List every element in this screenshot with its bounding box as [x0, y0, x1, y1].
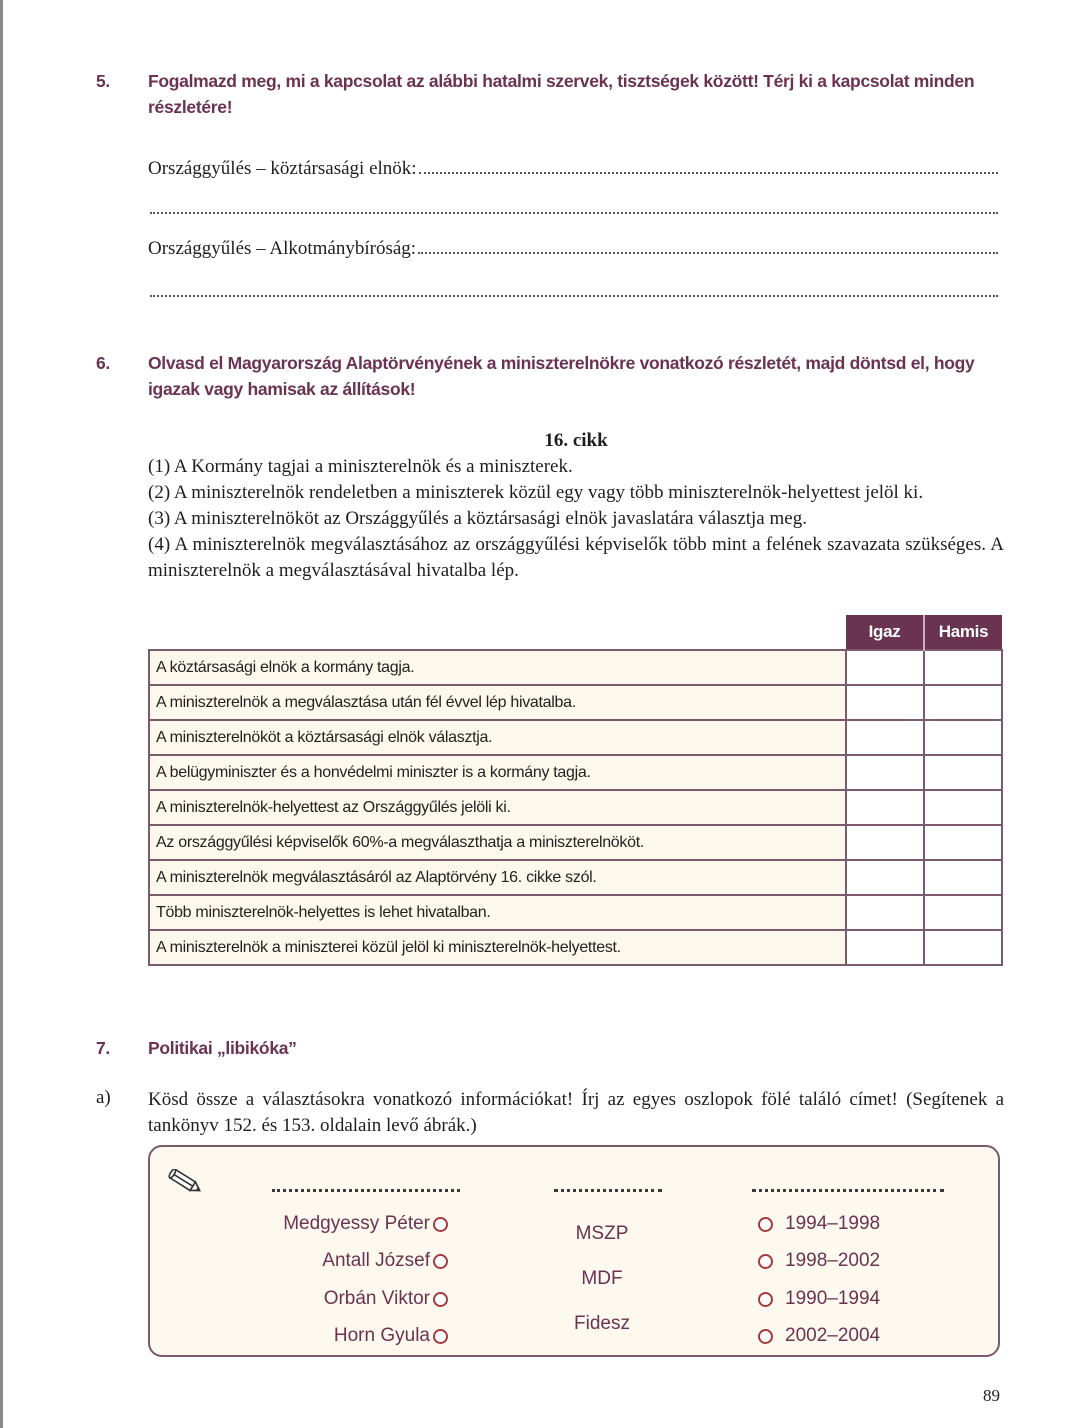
- table-row: [149, 685, 1002, 720]
- statement-cell: A köztársasági elnök a kormány tagja.: [149, 650, 846, 685]
- name-label: Antall József: [322, 1250, 430, 1271]
- header-false: Hamis: [924, 615, 1002, 650]
- task-7-heading: [96, 1035, 1006, 1061]
- answer-cell-false[interactable]: [924, 860, 1002, 895]
- answer-cell-true[interactable]: [846, 860, 924, 895]
- answer-line[interactable]: [148, 195, 998, 219]
- statement-cell: A belügyminiszter és a honvédelmi miniszter is a kormány tagja.: [149, 755, 846, 790]
- answer-line-label: Országgyűlés – Alkotmánybíróság:: [148, 238, 417, 259]
- article-paragraph: (3) A miniszterelnököt az Országgyűlés a köztársasági elnök javaslatára választja meg.: [148, 508, 807, 529]
- answer-cell-false[interactable]: [924, 685, 1002, 720]
- name-item: [324, 1288, 448, 1310]
- name-item: [322, 1250, 448, 1272]
- statement-cell: A miniszterelnök a megválasztása után fél évvel lép hivatalba.: [149, 685, 846, 720]
- connector-circle[interactable]: [433, 1329, 448, 1344]
- statement-cell: A miniszterelnök-helyettest az Országgyűlés jelöli ki.: [149, 790, 846, 825]
- party-label: MDF: [581, 1268, 623, 1289]
- connector-circle[interactable]: [758, 1217, 773, 1232]
- answer-cell-false[interactable]: [924, 790, 1002, 825]
- column-title-blank[interactable]: [752, 1183, 944, 1192]
- task-5-heading: [96, 68, 1006, 120]
- pencil-icon: [166, 1169, 206, 1195]
- party-label: Fidesz: [574, 1313, 630, 1334]
- article-paragraph: (4) A miniszterelnök megválasztásához az országgyűlési képviselők több mint a felének szavazata szükséges. A miniszterelnök a megválasztásával hivatalba lép.: [148, 534, 1004, 581]
- column-title-blank[interactable]: [272, 1183, 460, 1192]
- year-label: 1990–1994: [785, 1288, 881, 1309]
- table-row: [149, 755, 1002, 790]
- answer-cell-true[interactable]: [846, 790, 924, 825]
- answer-cell-true[interactable]: [846, 755, 924, 790]
- connector-circle[interactable]: [433, 1217, 448, 1232]
- year-label: 1998–2002: [785, 1250, 881, 1271]
- answer-cell-false[interactable]: [924, 755, 1002, 790]
- party-label: MSZP: [575, 1223, 629, 1244]
- answer-cell-true[interactable]: [846, 650, 924, 685]
- answer-line[interactable]: [148, 155, 998, 179]
- answer-line[interactable]: [148, 278, 998, 302]
- answer-cell-true[interactable]: [846, 895, 924, 930]
- year-item: [758, 1250, 880, 1272]
- statement-cell: Több miniszterelnök-helyettes is lehet hivatalban.: [149, 895, 846, 930]
- table-row: [149, 790, 1002, 825]
- answer-cell-true[interactable]: [846, 685, 924, 720]
- year-label: 2002–2004: [785, 1325, 881, 1346]
- task-text: Fogalmazd meg, mi a kapcsolat az alábbi hatalmi szervek, tisztségek között! Térj ki a kapcsolat minden részletére!: [148, 71, 975, 117]
- answer-cell-false[interactable]: [924, 650, 1002, 685]
- table-row: [149, 825, 1002, 860]
- answer-cell-true[interactable]: [846, 825, 924, 860]
- name-label: Orbán Viktor: [323, 1288, 430, 1309]
- statement-cell: Az országgyűlési képviselők 60%-a megválaszthatja a miniszterelnököt.: [149, 825, 846, 860]
- answer-cell-false[interactable]: [924, 930, 1002, 965]
- answer-cell-false[interactable]: [924, 895, 1002, 930]
- header-true: Igaz: [846, 615, 924, 650]
- connector-circle[interactable]: [758, 1254, 773, 1269]
- page-number: 89: [983, 1386, 1000, 1405]
- answer-cell-false[interactable]: [924, 825, 1002, 860]
- table-row: [149, 720, 1002, 755]
- connector-circle[interactable]: [433, 1292, 448, 1307]
- connector-circle[interactable]: [758, 1292, 773, 1307]
- name-item: [283, 1213, 448, 1235]
- task-text: Politikai „libikóka”: [148, 1038, 297, 1058]
- statement-cell: A miniszterelnök megválasztásáról az Alaptörvény 16. cikke szól.: [149, 860, 846, 895]
- year-item: [758, 1213, 880, 1235]
- table-row: [149, 930, 1002, 965]
- answer-cell-true[interactable]: [846, 930, 924, 965]
- name-label: Horn Gyula: [333, 1325, 430, 1346]
- connector-circle[interactable]: [758, 1329, 773, 1344]
- subtask-label: a): [96, 1087, 111, 1108]
- table-row: [149, 860, 1002, 895]
- column-title-blank[interactable]: [554, 1183, 662, 1192]
- answer-cell-true[interactable]: [846, 720, 924, 755]
- matching-box: [148, 1145, 1000, 1357]
- task-number: 7.: [96, 1038, 110, 1058]
- name-label: Medgyessy Péter: [283, 1213, 430, 1234]
- task-6-heading: [96, 350, 1006, 402]
- page-edge: [0, 0, 3, 1428]
- answer-cell-false[interactable]: [924, 720, 1002, 755]
- article-title: 16. cikk: [544, 430, 608, 451]
- year-item: [758, 1325, 880, 1347]
- connector-circle[interactable]: [433, 1254, 448, 1269]
- article-paragraph: (1) A Kormány tagjai a miniszterelnök és a miniszterek.: [148, 456, 573, 477]
- answer-line[interactable]: [148, 235, 998, 259]
- article-paragraph: (2) A miniszterelnök rendeletben a miniszterek közül egy vagy több miniszterelnök-helyettest jelöl ki.: [148, 482, 924, 503]
- true-false-table: [148, 615, 1003, 966]
- year-item: [758, 1288, 880, 1310]
- subtask-text: Kösd össze a választásokra vonatkozó információkat! Írj az egyes oszlopok fölé találó címet! (Segítenek a tankönyv 152. és 153. oldalain levő ábrák.): [148, 1089, 1004, 1136]
- statement-cell: A miniszterelnököt a köztársasági elnök választja.: [149, 720, 846, 755]
- name-item: [334, 1325, 448, 1347]
- year-label: 1994–1998: [785, 1213, 881, 1234]
- law-article: [148, 428, 1004, 584]
- task-number: 6.: [96, 353, 110, 373]
- table-row: [149, 650, 1002, 685]
- statement-cell: A miniszterelnök a miniszterei közül jelöl ki miniszterelnök-helyettest.: [149, 930, 846, 965]
- answer-line-label: Országgyűlés – köztársasági elnök:: [148, 158, 417, 179]
- task-number: 5.: [96, 71, 110, 91]
- table-row: [149, 895, 1002, 930]
- task-text: Olvasd el Magyarország Alaptörvényének a miniszterelnökre vonatkozó részletét, majd döntsd el, hogy igazak vagy hamisak az állítások!: [148, 353, 975, 399]
